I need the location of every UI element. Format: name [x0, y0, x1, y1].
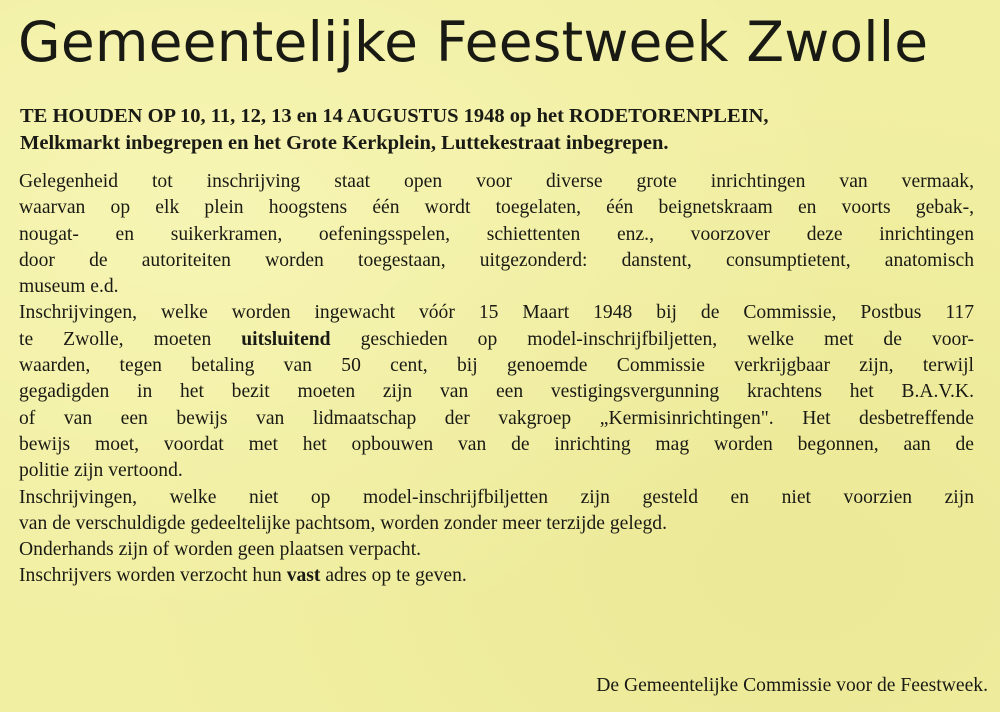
body-line: Inschrijvingen, welke niet op model-inschrijfbiljetten zijn gesteld en niet voorzien zijn: [19, 486, 974, 508]
body-line: Gelegenheid tot inschrijving staat open voor diverse grote inrichtingen van vermaak,: [19, 171, 974, 192]
event-subheading: [20, 103, 980, 157]
body-line-with-emphasis: [19, 563, 974, 589]
announcement-body: [19, 169, 974, 590]
body-line: museum e.d.: [19, 276, 119, 298]
body-line: of van een bewijs van lidmaatschap der vakgroep „Kermisinrichtingen". Het desbetreffende: [19, 407, 974, 429]
body-line: politie zijn vertoond.: [19, 460, 183, 482]
signature: De Gemeentelijke Commissie voor de Feestweek.: [596, 675, 988, 696]
body-line: Onderhands zijn of worden geen plaatsen verpacht.: [19, 539, 422, 561]
subheading-line-2: Melkmarkt inbegrepen en het Grote Kerkplein, Luttekestraat inbegrepen.: [20, 132, 669, 154]
subheading-line-1: TE HOUDEN OP 10, 11, 12, 13 en 14 AUGUSTUS 1948 op het RODETORENPLEIN,: [20, 105, 769, 127]
body-text: adres op te geven.: [320, 565, 467, 587]
emphasis-uitsluitend: uitsluitend: [241, 328, 331, 350]
body-line: Inschrijvingen, welke worden ingewacht vóór 15 Maart 1948 bij de Commissie, Postbus 117: [19, 302, 974, 324]
body-line: waarden, tegen betaling van 50 cent, bij genoemde Commissie verkrijgbaar zijn, terwijl: [19, 355, 974, 377]
body-text: geschieden op model-inschrijfbiljetten, welke met de voor-: [330, 328, 974, 350]
body-line: bewijs moet, voordat met het opbouwen van de inrichting mag worden begonnen, aan de: [19, 433, 974, 455]
body-line: waarvan op elk plein hoogstens één wordt toegelaten, één beignetskraam en voorts gebak-,: [19, 197, 974, 219]
body-line: van de verschuldigde gedeeltelijke pachtsom, worden zonder meer terzijde gelegd.: [19, 512, 667, 534]
body-text: te Zwolle, moeten: [19, 328, 242, 350]
body-line: door de autoriteiten worden toegestaan, uitgezonderd: danstent, consumptietent, anatomisch: [19, 249, 974, 271]
body-text: Inschrijvers worden verzocht hun: [19, 565, 287, 587]
body-line: nougat- en suikerkramen, oefeningsspelen, schiettenten enz., voorzover deze inrichtingen: [19, 223, 974, 245]
body-line: gegadigden in het bezit moeten zijn van een vestigingsvergunning krachtens het B.A.V.K.: [19, 381, 974, 403]
emphasis-vast: vast: [286, 565, 321, 587]
body-line-with-emphasis: [19, 327, 974, 353]
page-title: Gemeentelijke Feestweek Zwolle: [18, 10, 929, 74]
